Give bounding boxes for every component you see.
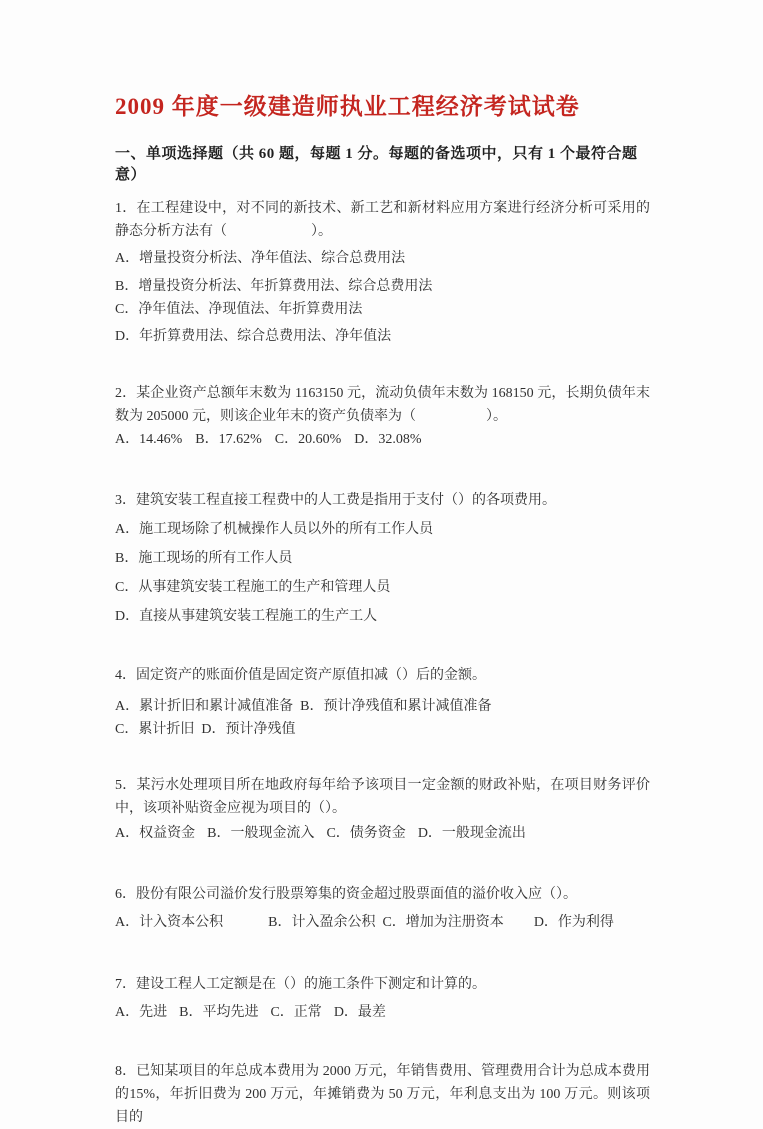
- question-5-option-a: A．权益资金: [115, 826, 196, 841]
- question-6-option-d: D．作为利得: [533, 915, 614, 930]
- question-7-stem: 7．建设工程人工定额是在（）的施工条件下测定和计算的。: [115, 977, 486, 992]
- question-5-stem: 5．某污水处理项目所在地政府每年给予该项目一定金额的财政补贴，在项目财务评价中，该项补贴资金应视为项目的（）。: [115, 778, 650, 816]
- question-5: [115, 774, 650, 845]
- question-4-stem: 4．固定资产的账面价值是固定资产原值扣减（）后的金额。: [115, 668, 486, 683]
- question-2-stem: 2．某企业资产总额年末数为 1163150 元，流动负债年末数为 168150 元，长期负债年末数为 205000 元，则该企业年末的资产负债率为（ ）。: [115, 386, 650, 424]
- question-2-option-c: C．20.60%: [274, 432, 342, 447]
- question-5-option-b: B．一般现金流入: [207, 826, 315, 841]
- question-4-option-a: A．累计折旧和累计减值准备: [115, 699, 294, 714]
- question-6-option-a: A．计入资本公积: [115, 915, 224, 930]
- question-3-option-d: D．直接从事建筑安装工程施工的生产工人: [115, 609, 378, 624]
- question-3-option-c: C．从事建筑安装工程施工的生产和管理人员: [115, 580, 391, 595]
- question-6-options: [115, 911, 650, 934]
- question-3-stem: 3．建筑安装工程直接工程费中的人工费是指用于支付（）的各项费用。: [115, 493, 556, 508]
- question-2-option-d: D．32.08%: [354, 432, 422, 447]
- question-7-option-b: B．平均先进: [179, 1005, 259, 1020]
- question-1-stem: 1．在工程建设中，对不同的新技术、新工艺和新材料应用方案进行经济分析可采用的静态分析方法有（ ）。: [115, 201, 650, 239]
- question-3-option-b: B．施工现场的所有工作人员: [115, 551, 293, 566]
- question-4-option-c: C．累计折旧: [115, 722, 195, 737]
- question-2-options: [115, 428, 650, 451]
- question-3: [115, 489, 650, 628]
- question-5-option-c: C．债务资金: [326, 826, 406, 841]
- question-4-options-row-2: [115, 718, 650, 741]
- question-7-options: [115, 1001, 650, 1024]
- doc-title: 2009 年度一级建造师执业工程经济考试试卷: [115, 94, 580, 119]
- question-2-option-b: B．17.62%: [195, 432, 262, 447]
- question-3-option-a: A．施工现场除了机械操作人员以外的所有工作人员: [115, 522, 434, 537]
- question-1-option-c: C．净年值法、净现值法、年折算费用法: [115, 302, 363, 317]
- question-4-option-b: B．预计净残值和累计减值准备: [300, 699, 492, 714]
- question-1-option-a: A．增量投资分析法、净年值法、综合总费用法: [115, 251, 406, 266]
- question-8: [115, 1060, 650, 1129]
- question-6-stem: 6．股份有限公司溢价发行股票筹集的资金超过股票面值的溢价收入应（）。: [115, 887, 577, 902]
- question-7-option-a: A．先进: [115, 1005, 168, 1020]
- question-7-option-c: C．正常: [270, 1005, 322, 1020]
- question-1-option-d: D．年折算费用法、综合总费用法、净年值法: [115, 329, 392, 344]
- question-6-option-c: C．增加为注册资本: [382, 915, 504, 930]
- question-6: [115, 883, 650, 934]
- question-2: [115, 382, 650, 451]
- question-7-option-d: D．最差: [333, 1005, 386, 1020]
- question-4-option-d: D．预计净残值: [201, 722, 296, 737]
- question-1-option-b: B．增量投资分析法、年折算费用法、综合总费用法: [115, 279, 433, 294]
- question-8-stem: 8．已知某项目的年总成本费用为 2000 万元，年销售费用、管理费用合计为总成本费用的15%，年折旧费为 200 万元，年摊销费为 50 万元，年利息支出为 100 万元。则该项目的: [115, 1064, 650, 1125]
- question-6-option-b: B．计入盈余公积: [268, 915, 376, 930]
- question-4: [115, 664, 650, 741]
- section-heading: 一、单项选择题（共 60 题，每题 1 分。每题的备选项中，只有 1 个最符合题意）: [115, 146, 638, 183]
- question-5-option-d: D．一般现金流出: [417, 826, 526, 841]
- question-4-options-row-1: [115, 695, 650, 718]
- question-7: [115, 973, 650, 1024]
- question-2-option-a: A．14.46%: [115, 432, 183, 447]
- question-1: [115, 197, 650, 348]
- question-5-options: [115, 822, 650, 845]
